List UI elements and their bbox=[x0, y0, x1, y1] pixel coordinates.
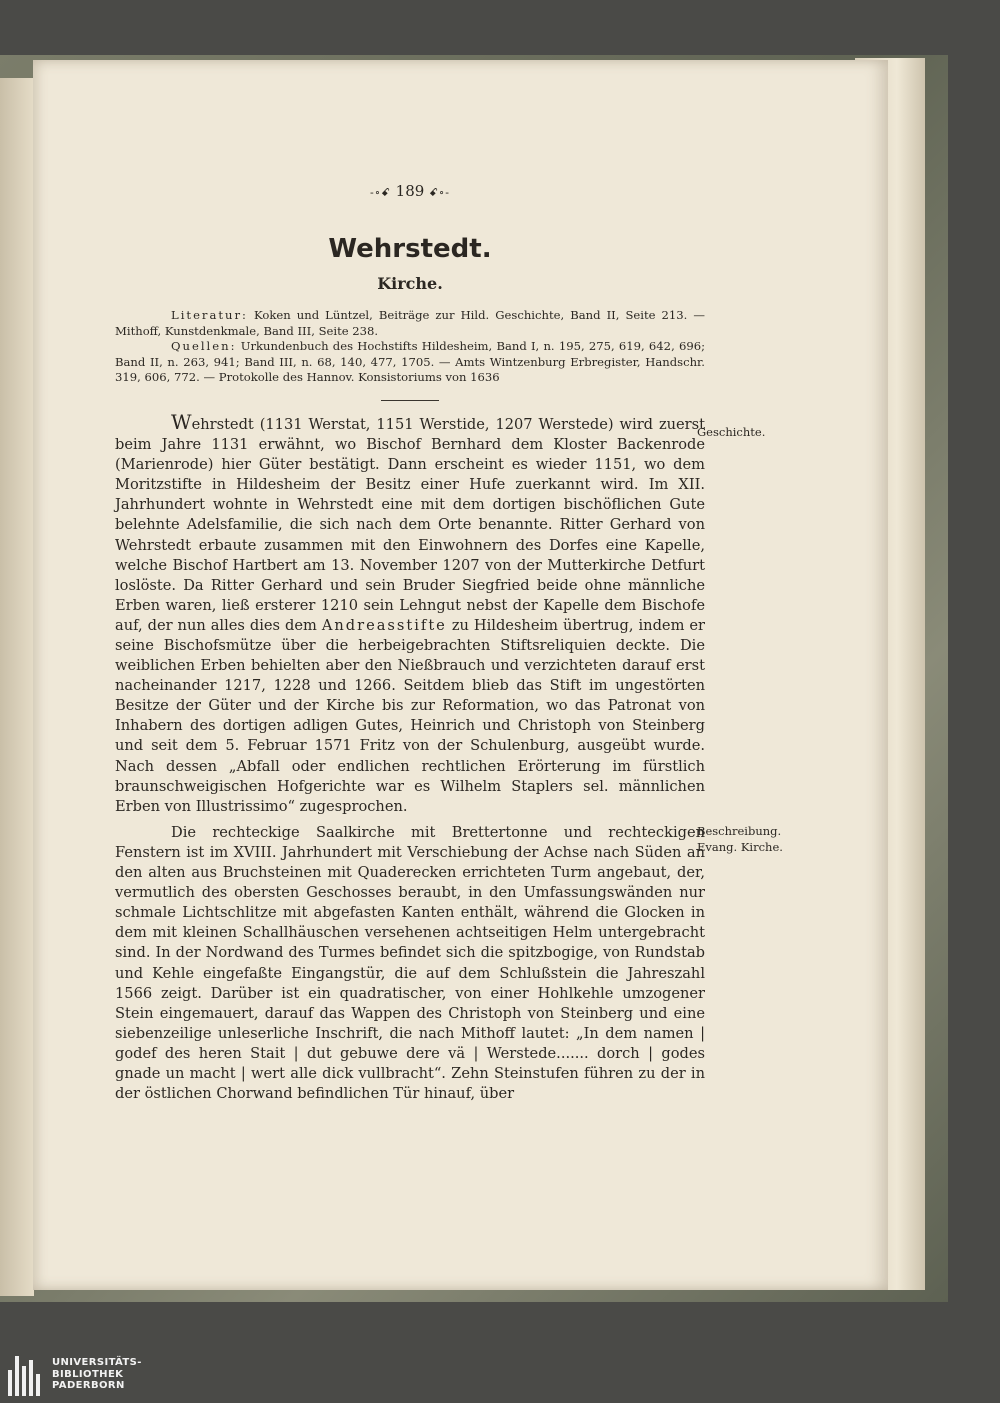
page-subtitle: Kirche. bbox=[377, 274, 443, 293]
sources-heading: Quellen: bbox=[171, 339, 237, 354]
page-number-line bbox=[115, 180, 705, 202]
margin-note-description bbox=[697, 823, 807, 855]
ornament-right: ꗃ∘- bbox=[429, 186, 450, 199]
sources-text: Urkundenbuch des Hochstifts Hildesheim, Band I, n. 195, 275, 619, 642, 696; Band II, n. 263, 941; Band III, n. 68, 140, 477, 1705. — Amts Wintzenburg Erbregister, Handschr. 319, 606, 772. — Protokolle des Hannov. Konsistoriums von 1636 bbox=[115, 339, 706, 385]
literature-entry bbox=[115, 308, 705, 339]
margin-note-description-label: Beschreibung. bbox=[697, 824, 782, 838]
section-divider bbox=[381, 400, 439, 401]
spaced-name: Andreasstifte bbox=[321, 616, 447, 634]
library-name-line3: PADERBORN bbox=[52, 1380, 125, 1392]
margin-note-history: Geschichte. bbox=[697, 425, 766, 439]
initial-letter: W bbox=[171, 409, 192, 434]
library-name bbox=[52, 1357, 142, 1392]
page-title: Wehrstedt. bbox=[328, 234, 492, 264]
paragraph-description: Die rechteckige Saalkirche mit Brettertonne und rechteckigen Fenstern ist im XVIII. Jahrhundert mit Verschiebung der Achse nach Süden an den alten aus Bruchsteinen mit Quaderecken errichteten Turm angebaut, der, vermutlich des obersten Geschosses beraubt, in den Umfassungswänden nur schmale Lichtschlitze mit abgefasten Kanten enthält, während die Glocken in dem mit kleinen Schallhäuschen versehenen achtseitigen Helm untergebracht sind. In der Nordwand des Turmes befindet sich die spitzbogige, von Rundstab und Kehle eingefaßte Eingangstür, die auf dem Schlußstein die Jahreszahl 1566 zeigt. Darüber ist ein quadratischer, von einer Hohlkehle umzogener Stein eingemauert, darauf das Wappen des Christoph von Steinberg und eine siebenzeilige unleserliche Inschrift, die nach Mithoff lautet: „In dem namen | godef des heren Stait | dut gebuwe dere vä | Werstede....... dorch | godes gnade un macht | wert alle dick vullbracht“. Zehn Steinstufen führen zu der in der östlichen Chorwand befindlichen Tür hinauf, über bbox=[115, 823, 705, 1103]
library-name-line2: BIBLIOTHEK bbox=[52, 1368, 124, 1380]
book-page bbox=[33, 60, 888, 1290]
references bbox=[115, 308, 705, 386]
page-number: 189 bbox=[395, 182, 425, 200]
body-text bbox=[115, 409, 705, 1104]
library-name-line1: UNIVERSITÄTS- bbox=[52, 1357, 142, 1368]
paragraph-history-part2: zu Hildesheim übertrug, indem er seine Bischofsmütze über die herbeigebrachten Stiftsreliquien deckte. Die weiblichen Erben behielten aber den Nießbrauch und verzichteten darauf erst nacheinander 1217, 1228 und 1266. Seitdem blieb das Stift im ungestörten Besitze der Güter und der Kirche bis zur Reformation, wo das Patronat von Inhabern des dortigen adligen Gutes, Heinrich und Christoph von Steinberg und seit dem 5. Februar 1571 Fritz von der Schulenburg, ausgeübt wurde. Nach dessen „Abfall oder endlichen rechtlichen Erörterung im fürstlich braunschweigischen Hofgerichte war es Wilhelm Staplers sel. männlichen Erben von Illustrissimo“ zugesprochen. bbox=[115, 616, 705, 815]
library-footer bbox=[0, 1356, 1000, 1403]
literature-heading: Literatur: bbox=[171, 308, 248, 322]
literature-text: Koken und Lüntzel, Beiträge zur Hild. Geschichte, Band II, Seite 213. — Mithoff, Kunstdenkmale, Band III, Seite 238. bbox=[115, 308, 706, 338]
paragraph-history-part1: ehrstedt (1131 Werstat, 1151 Werstide, 1207 Werstede) wird zuerst beim Jahre 1131 erwähnt, wo Bischof Bernhard dem Kloster Backenrode (Marienrode) hier Güter bestätigt. Dann erscheint es wieder 1151, wo dem Moritzstifte in Hildesheim der Besitz einer Hufe zuerkannt wird. Im XII. Jahrhundert wohnte in Wehrstedt eine mit dem dortigen bischöflichen Gute belehnte Adelsfamilie, die sich nach dem Orte benannte. Ritter Gerhard von Wehrstedt erbaute zusammen mit den Einwohnern des Dorfes eine Kapelle, welche Bischof Hartbert am 13. November 1207 von der Mutterkirche Detfurt loslöste. Da Ritter Gerhard und sein Bruder Siegfried beide ohne männliche Erben waren, ließ ersterer 1210 sein Lehngut nebst der Kapelle dem Bischofe auf, der nun alles dies dem bbox=[115, 415, 705, 634]
ornament-left: -∘ꗃ bbox=[369, 186, 391, 199]
previous-page-edge bbox=[0, 78, 34, 1296]
margin-note-church-label: Evang. Kirche. bbox=[697, 840, 783, 854]
page-content bbox=[115, 180, 705, 1104]
library-logo-icon bbox=[8, 1356, 46, 1396]
sources-entry bbox=[115, 339, 705, 386]
paragraph-history bbox=[115, 409, 705, 817]
